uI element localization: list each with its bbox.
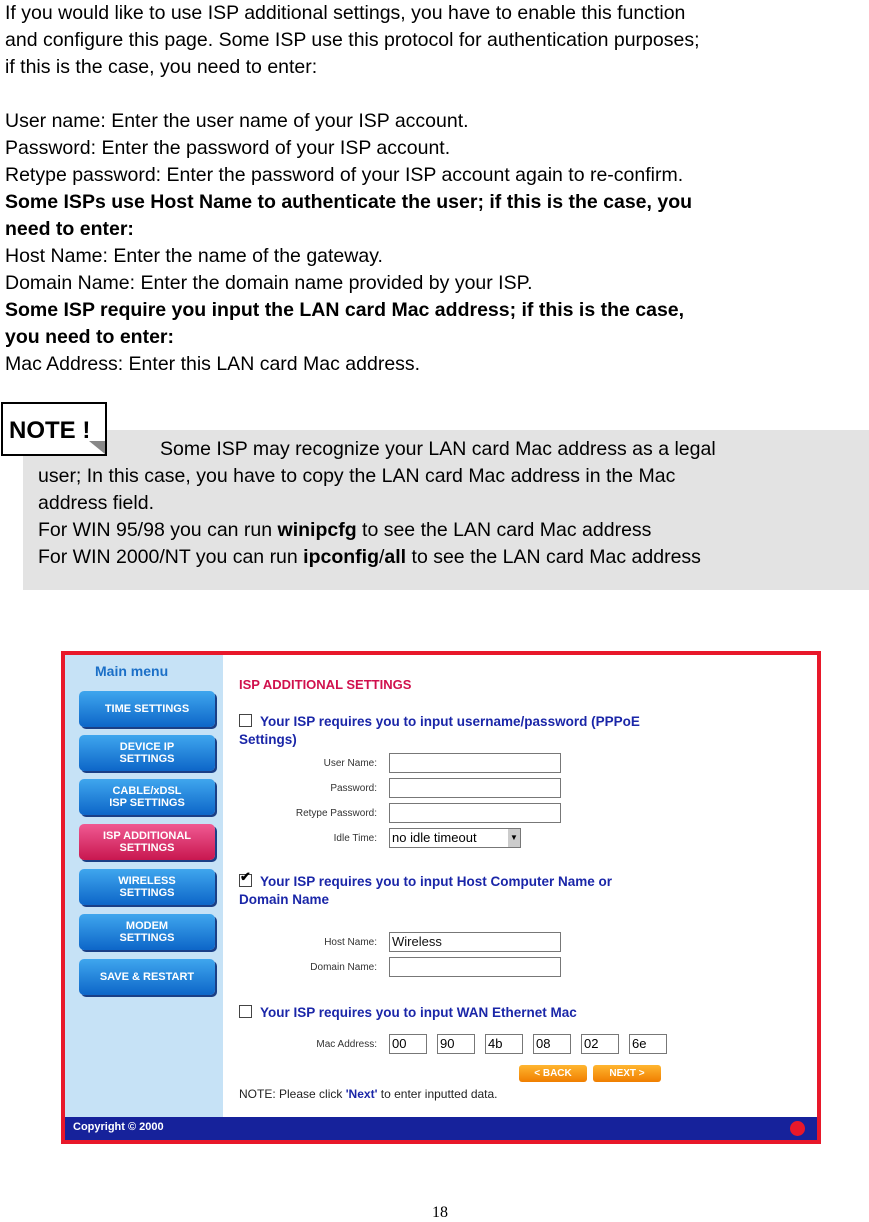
router-screenshot (61, 651, 821, 1144)
mac-octet-input[interactable]: 6e (629, 1034, 667, 1054)
host-heading: Some ISPs use Host Name to authenticate the user; if this is the case, you (5, 191, 693, 213)
pppoe-section (239, 713, 640, 749)
note-text-span: to see the LAN card Mac address (356, 519, 652, 541)
menu-cable-isp-settings[interactable] (79, 779, 215, 815)
document-body (5, 0, 867, 378)
mac-address-desc: Mac Address: Enter this LAN card Mac address. (5, 353, 421, 375)
retype-password-input[interactable] (389, 803, 561, 823)
host-heading: need to enter: (5, 218, 134, 240)
status-dot-icon (790, 1121, 805, 1136)
menu-label (119, 920, 174, 944)
note-win2k (38, 544, 868, 571)
note-fold-icon (89, 441, 105, 454)
note-win95 (38, 517, 868, 544)
mac-address-label: Mac Address: (316, 1039, 377, 1050)
host-section (239, 869, 613, 909)
menu-label-line: SETTINGS (119, 842, 175, 854)
note-text-span: to see the LAN card Mac address (406, 546, 701, 568)
intro-line: if this is the case, you need to enter: (5, 56, 318, 78)
password-label: Password: (330, 783, 377, 794)
sidebar (65, 655, 223, 1117)
check-icon: ✔ (240, 869, 251, 884)
footer-bar (65, 1117, 817, 1140)
user-name-desc: User name: Enter the user name of your ISP account. (5, 110, 469, 132)
note-text-span: / (379, 546, 385, 568)
hint-text (239, 1087, 498, 1101)
mac-octet-input[interactable]: 90 (437, 1034, 475, 1054)
ipconfig-command: ipconfig (303, 546, 379, 568)
menu-label: SAVE & RESTART (99, 971, 195, 983)
mac-octet-input[interactable]: 02 (581, 1034, 619, 1054)
retype-desc: Retype password: Enter the password of your ISP account again to re-confirm. (5, 164, 684, 186)
intro-line: and configure this page. Some ISP use this protocol for authentication purposes; (5, 29, 700, 51)
back-button[interactable]: < BACK (519, 1065, 587, 1082)
menu-label-line: SETTINGS (119, 887, 175, 899)
idle-time-select[interactable] (389, 828, 521, 848)
mac-heading: you need to enter: (5, 326, 175, 348)
menu-modem-settings[interactable] (79, 914, 215, 950)
section-label: Your ISP requires you to input username/password (PPPoE (260, 714, 640, 729)
menu-label-line: DEVICE IP (119, 741, 175, 753)
mac-section (239, 1004, 577, 1022)
idle-time-value: no idle timeout (392, 830, 477, 845)
note-line: address field. (38, 492, 154, 514)
host-name-label: Host Name: (324, 937, 377, 948)
menu-label: TIME SETTINGS (104, 703, 190, 715)
menu-label (119, 741, 174, 765)
user-name-label: User Name: (323, 758, 377, 769)
pppoe-checkbox[interactable] (239, 714, 252, 727)
menu-label-line: WIRELESS (118, 875, 176, 887)
menu-save-restart[interactable] (79, 959, 215, 995)
menu-isp-additional-settings[interactable] (79, 824, 215, 860)
menu-wireless-settings[interactable] (79, 869, 215, 905)
host-name-input[interactable]: Wireless (389, 932, 561, 952)
menu-label-line: SETTINGS (119, 932, 175, 944)
menu-label-line: ISP ADDITIONAL (102, 830, 191, 842)
intro-line: If you would like to use ISP additional settings, you have to enable this function (5, 2, 686, 24)
host-name-desc: Host Name: Enter the name of the gateway. (5, 245, 383, 267)
note-line: user; In this case, you have to copy the LAN card Mac address in the Mac (38, 465, 676, 487)
note-text (38, 436, 868, 571)
hint-next-word: 'Next' (345, 1087, 378, 1101)
all-switch: all (384, 546, 407, 568)
menu-label (109, 785, 185, 809)
mac-heading: Some ISP require you input the LAN card Mac address; if this is the case, (5, 299, 685, 321)
page-number: 18 (432, 1204, 448, 1221)
password-input[interactable] (389, 778, 561, 798)
hint-span: to enter inputted data. (377, 1087, 498, 1101)
section-label: Your ISP requires you to input Host Computer Name or (260, 874, 613, 889)
host-checkbox[interactable] (239, 869, 252, 887)
mac-octet-input[interactable]: 00 (389, 1034, 427, 1054)
idle-time-label: Idle Time: (333, 833, 377, 844)
user-name-input[interactable] (389, 753, 561, 773)
section-label: Settings) (239, 732, 297, 747)
note-line: Some ISP may recognize your LAN card Mac address as a legal (160, 438, 716, 460)
retype-password-label: Retype Password: (295, 808, 377, 819)
menu-label-line: CABLE/xDSL (112, 785, 182, 797)
copyright-text: Copyright © 2000 (73, 1121, 164, 1133)
mac-octet-input[interactable]: 08 (533, 1034, 571, 1054)
section-label: Your ISP requires you to input WAN Ethernet Mac (260, 1005, 577, 1020)
menu-label (103, 830, 191, 854)
section-label: Domain Name (239, 892, 330, 907)
hint-span: NOTE: Please click (239, 1087, 346, 1101)
domain-name-desc: Domain Name: Enter the domain name provided by your ISP. (5, 272, 533, 294)
mac-octet-input[interactable]: 4b (485, 1034, 523, 1054)
menu-label (118, 875, 175, 899)
menu-time-settings[interactable] (79, 691, 215, 727)
note-text-span: For WIN 95/98 you can run (38, 519, 278, 541)
note-text-span: For WIN 2000/NT you can run (38, 546, 304, 568)
domain-name-label: Domain Name: (310, 962, 377, 973)
menu-device-ip-settings[interactable] (79, 735, 215, 771)
winipcfg-command: winipcfg (277, 519, 357, 541)
menu-label-line: MODEM (125, 920, 169, 932)
next-button[interactable]: NEXT > (593, 1065, 661, 1082)
password-desc: Password: Enter the password of your ISP account. (5, 137, 451, 159)
note-tag: NOTE ! (1, 402, 107, 456)
main-menu-title: Main menu (95, 663, 169, 679)
settings-title: ISP ADDITIONAL SETTINGS (239, 677, 412, 692)
domain-name-input[interactable] (389, 957, 561, 977)
chevron-down-icon: ▼ (508, 829, 520, 847)
menu-label-line: SETTINGS (119, 753, 175, 765)
menu-label-line: ISP SETTINGS (109, 797, 185, 809)
mac-checkbox[interactable] (239, 1005, 252, 1018)
